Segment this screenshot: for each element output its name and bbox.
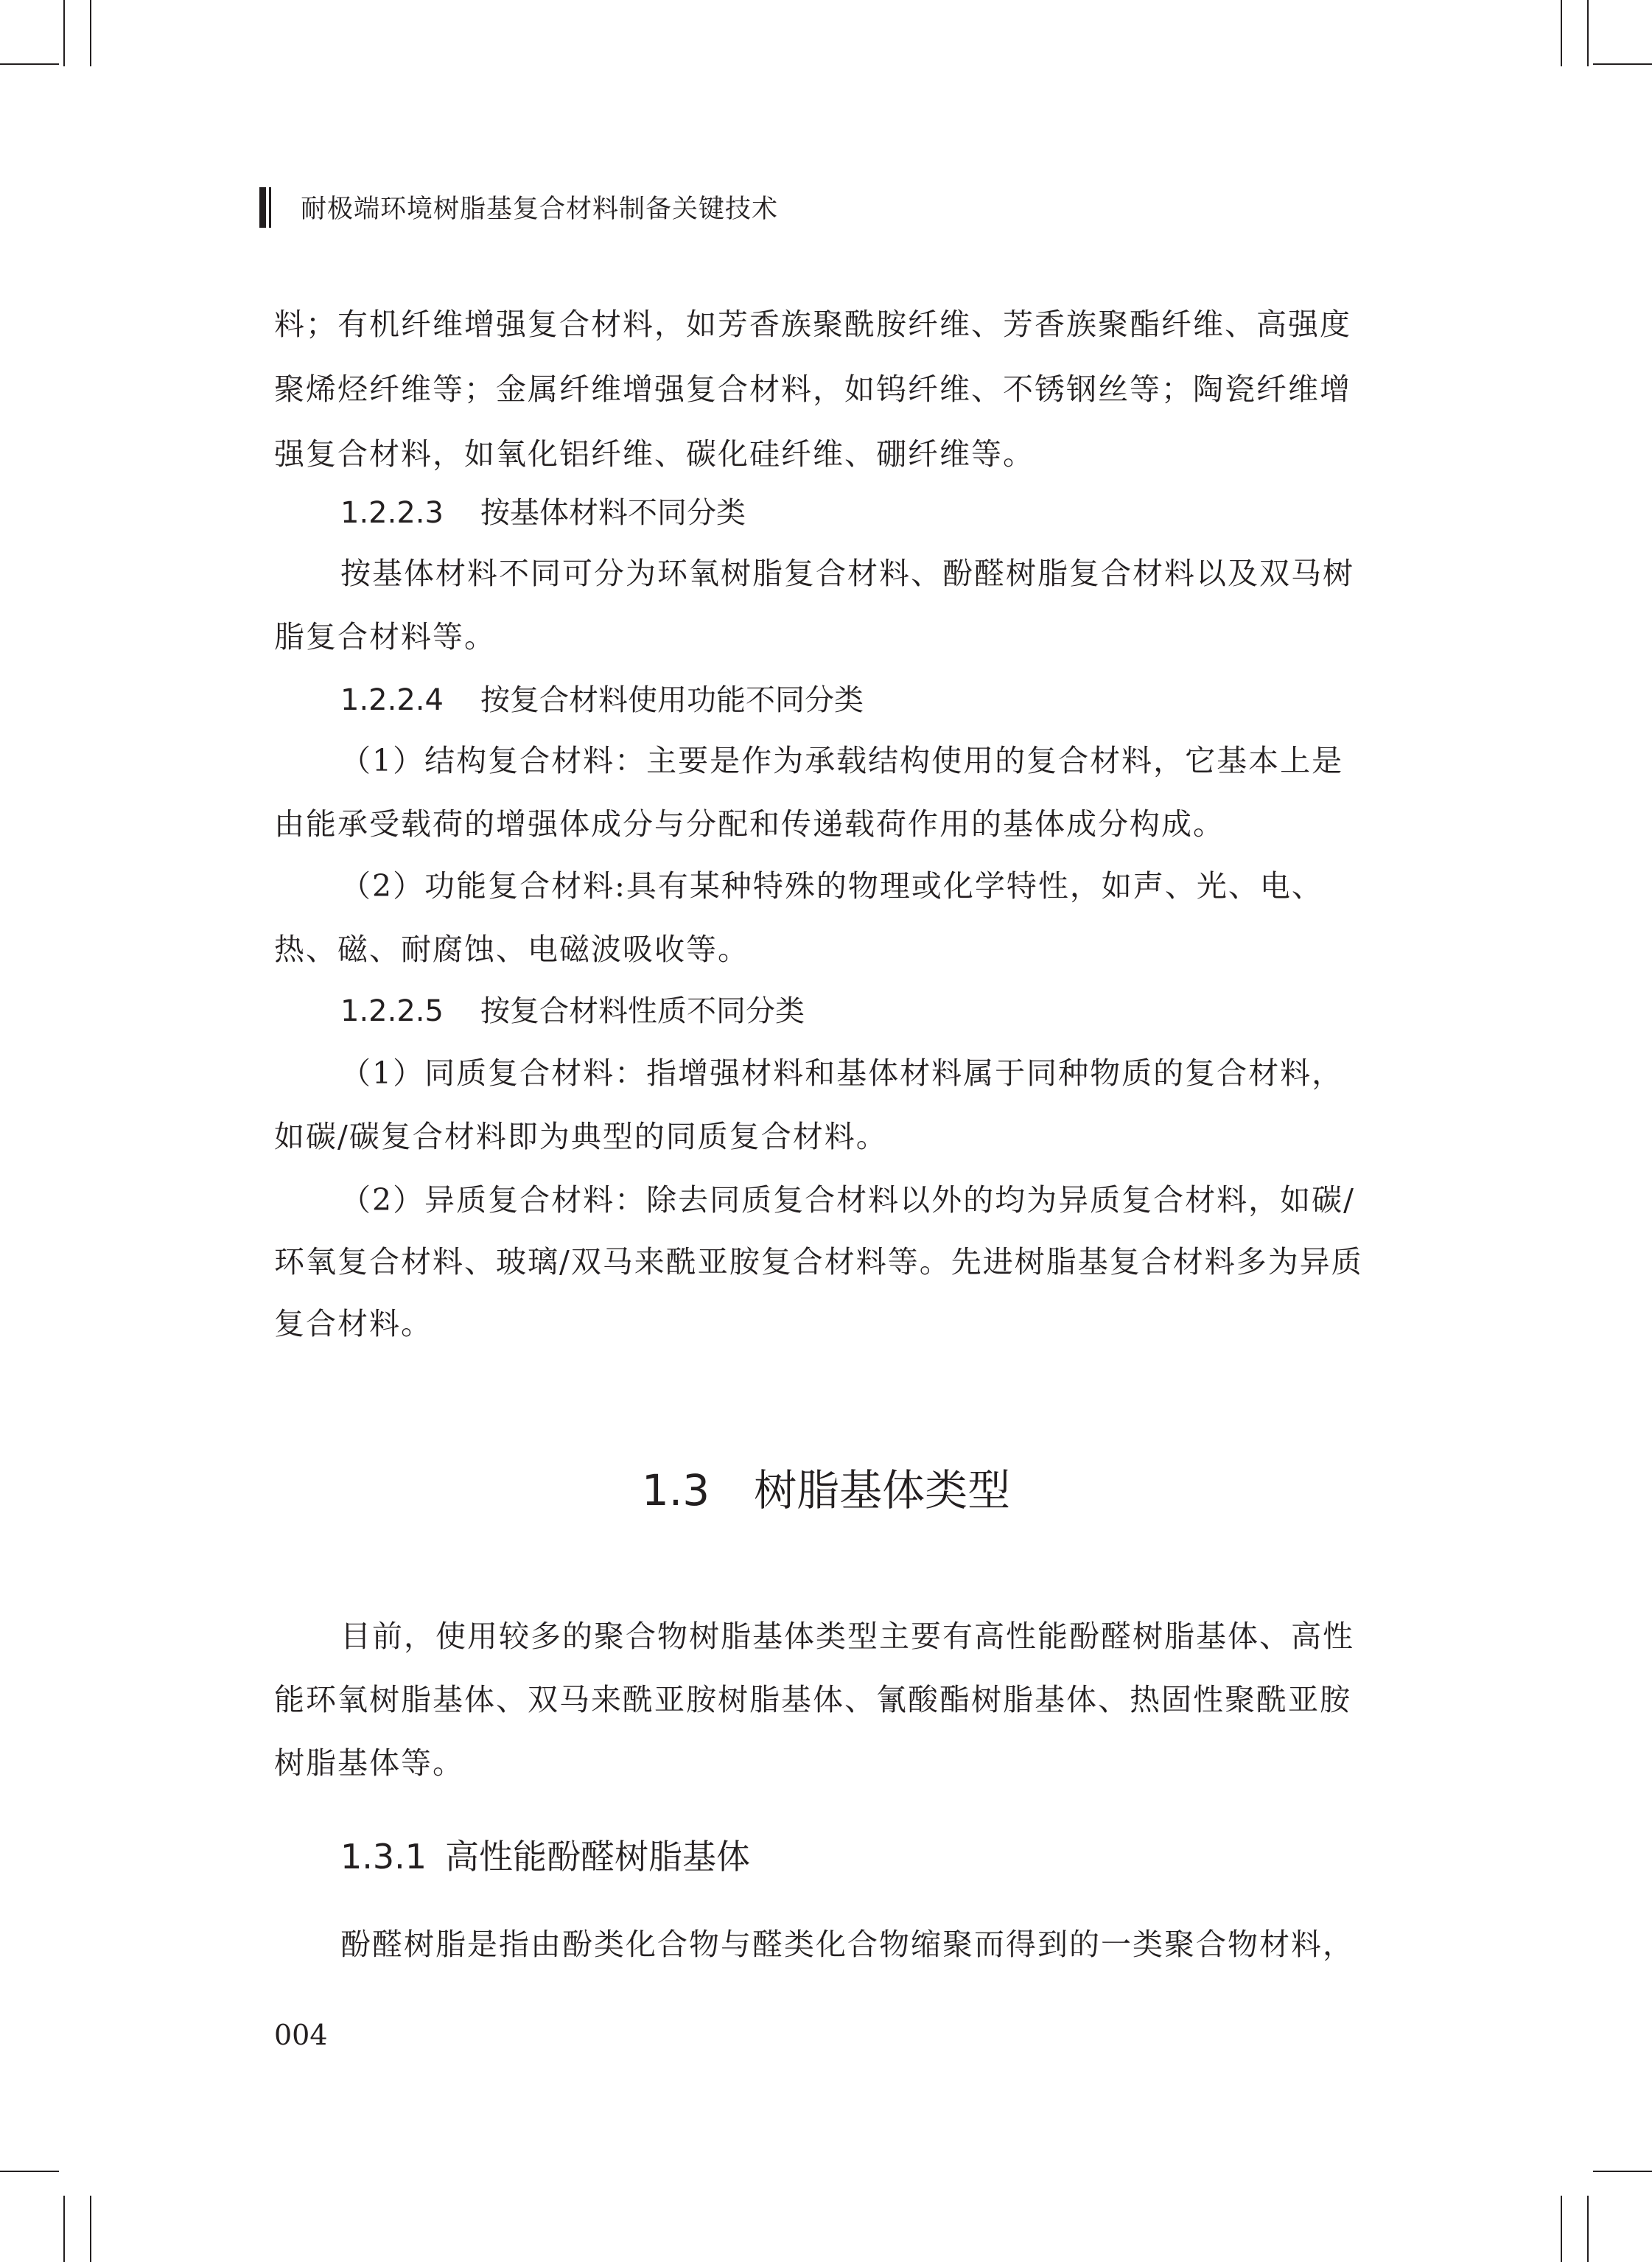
crop-mark bbox=[0, 63, 59, 65]
subsection-title bbox=[340, 1831, 750, 1882]
running-title: 耐极端环境树脂基复合材料制备关键技术 bbox=[301, 195, 779, 224]
paragraph-line: 酚醛树脂是指由酚类化合物与醛类化合物缩聚而得到的一类聚合物材料， bbox=[340, 1927, 1354, 1962]
crop-mark bbox=[63, 2196, 65, 2262]
crop-mark bbox=[1593, 63, 1652, 65]
subsection-text: 高性能酚醛树脂基体 bbox=[445, 1837, 750, 1877]
paragraph-line: 能环氧树脂基体、双马来酰亚胺树脂基体、氰酸酯树脂基体、热固性聚酰亚胺 bbox=[274, 1682, 1351, 1717]
crop-mark bbox=[90, 0, 91, 66]
heading-number: 1.2.2.4 bbox=[340, 683, 444, 717]
crop-mark bbox=[1561, 2196, 1562, 2262]
header-bar bbox=[259, 187, 266, 228]
paragraph-line: 复合材料。 bbox=[274, 1306, 433, 1341]
section-text: 树脂基体类型 bbox=[754, 1465, 1011, 1515]
heading-text: 按复合材料性质不同分类 bbox=[480, 994, 805, 1028]
crop-mark bbox=[90, 2196, 91, 2262]
paragraph-line: 环氧复合材料、玻璃/双马来酰亚胺复合材料等。先进树脂基复合材料多为异质 bbox=[274, 1244, 1363, 1280]
paragraph-line: 聚烯烃纤维等；金属纤维增强复合材料，如钨纤维、不锈钢丝等；陶瓷纤维增 bbox=[274, 371, 1351, 407]
page-number: 004 bbox=[274, 2019, 328, 2051]
paragraph-line: 热、磁、耐腐蚀、电磁波吸收等。 bbox=[274, 932, 749, 967]
subsection-heading bbox=[340, 491, 746, 535]
paragraph-line: 强复合材料，如氧化铝纤维、碳化硅纤维、硼纤维等。 bbox=[274, 436, 1035, 472]
crop-mark bbox=[1593, 2171, 1652, 2172]
paragraph-line: 按基体材料不同可分为环氧树脂复合材料、酚醛树脂复合材料以及双马树 bbox=[340, 556, 1354, 591]
paragraph-line: （1）结构复合材料：主要是作为承载结构使用的复合材料，它基本上是 bbox=[340, 743, 1344, 778]
crop-mark bbox=[0, 2171, 59, 2172]
subsection-heading bbox=[340, 989, 805, 1033]
subsection-heading bbox=[340, 678, 864, 722]
section-number: 1.3 bbox=[641, 1465, 710, 1515]
crop-mark bbox=[1561, 0, 1562, 66]
paragraph-line: 料；有机纤维增强复合材料，如芳香族聚酰胺纤维、芳香族聚酯纤维、高强度 bbox=[274, 307, 1351, 342]
paragraph-line: 目前，使用较多的聚合物树脂基体类型主要有高性能酚醛树脂基体、高性 bbox=[340, 1619, 1354, 1654]
heading-text: 按基体材料不同分类 bbox=[480, 496, 746, 530]
paragraph-line: （2）功能复合材料:具有某种特殊的物理或化学特性，如声、光、电、 bbox=[340, 868, 1323, 904]
heading-text: 按复合材料使用功能不同分类 bbox=[480, 683, 864, 717]
paragraph-line: 如碳/碳复合材料即为典型的同质复合材料。 bbox=[274, 1119, 888, 1154]
heading-number: 1.2.2.3 bbox=[340, 496, 444, 530]
crop-mark bbox=[1587, 0, 1589, 66]
section-title bbox=[0, 1461, 1652, 1520]
paragraph-line: （2）异质复合材料：除去同质复合材料以外的均为异质复合材料，如碳/ bbox=[340, 1182, 1355, 1218]
heading-number: 1.2.2.5 bbox=[340, 994, 444, 1028]
paragraph-line: 脂复合材料等。 bbox=[274, 619, 496, 654]
crop-mark bbox=[63, 0, 65, 66]
crop-mark bbox=[1587, 2196, 1589, 2262]
subsection-number: 1.3.1 bbox=[340, 1837, 427, 1877]
paragraph-line: （1）同质复合材料：指增强材料和基体材料属于同种物质的复合材料， bbox=[340, 1055, 1344, 1091]
paragraph-line: 树脂基体等。 bbox=[274, 1745, 464, 1781]
header-bar bbox=[269, 187, 271, 228]
paragraph-line: 由能承受载荷的增强体成分与分配和传递载荷作用的基体成分构成。 bbox=[274, 806, 1225, 842]
